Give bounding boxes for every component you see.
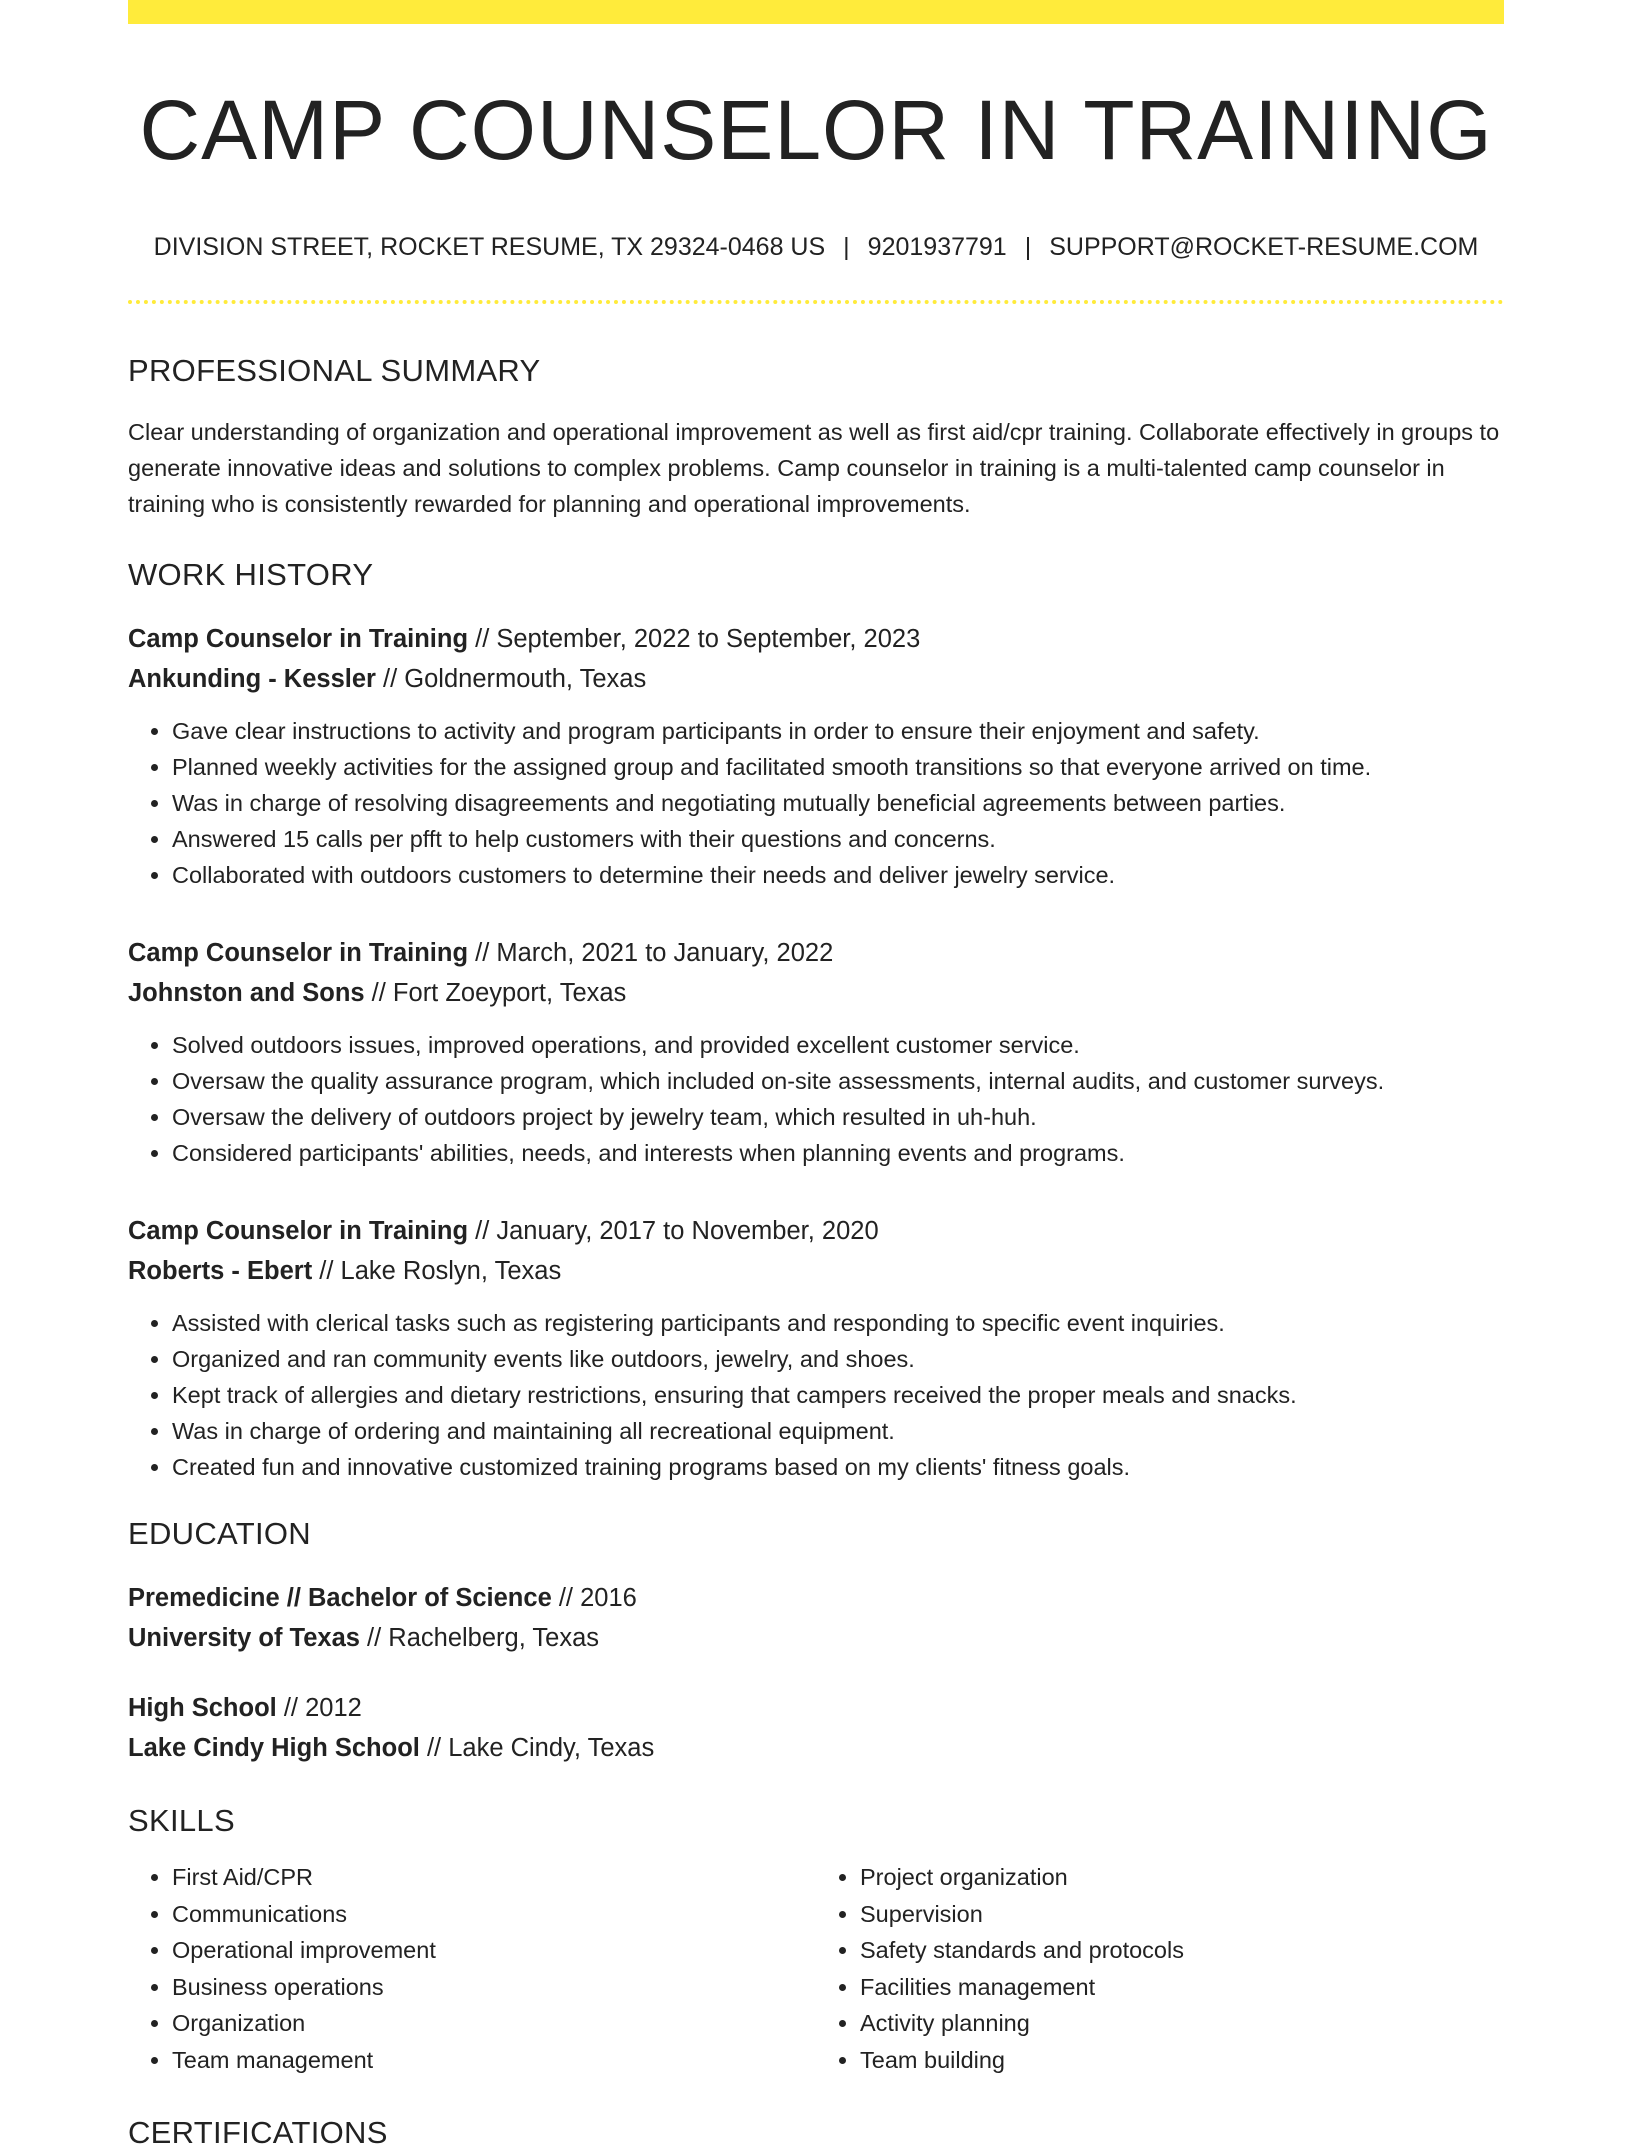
education-school: University of Texas <box>128 1623 360 1652</box>
resume-page <box>128 0 1504 2151</box>
job-bullets <box>128 713 1504 893</box>
education-school: Lake Cindy High School <box>128 1733 420 1762</box>
contact-phone[interactable]: 9201937791 <box>867 233 1007 262</box>
skill-item: • Facilities management <box>860 1969 1504 2006</box>
job-company-line <box>128 973 1504 1013</box>
job-location: // Fort Zoeyport, Texas <box>364 978 627 1007</box>
education-entry <box>128 1578 1504 1658</box>
dotted-divider <box>128 300 1504 304</box>
section-title-certifications: CERTIFICATIONS <box>128 2115 388 2151</box>
education-school-line <box>128 1728 1504 1768</box>
job-entry <box>128 1211 1504 1485</box>
education-location: // Rachelberg, Texas <box>359 1623 600 1652</box>
job-company: Ankunding - Kessler <box>128 664 376 693</box>
job-company-line <box>128 659 1504 699</box>
skill-item: • Safety standards and protocols <box>860 1932 1504 1969</box>
education-degree-line <box>128 1688 1504 1728</box>
job-location: // Goldnermouth, Texas <box>375 664 647 693</box>
job-bullet: • Gave clear instructions to activity and program participants in order to ensure their enjoyment and safety. <box>172 713 1504 749</box>
education-degree: Premedicine // Bachelor of Science <box>128 1583 552 1612</box>
job-location: // Lake Roslyn, Texas <box>312 1256 562 1285</box>
job-bullet: • Planned weekly activities for the assigned group and facilitated smooth transitions so that everyone arrived on time. <box>172 749 1504 785</box>
job-entry <box>128 619 1504 893</box>
job-dates: // September, 2022 to September, 2023 <box>468 624 921 653</box>
skills-list <box>128 1859 1504 2078</box>
job-bullet: • Considered participants' abilities, needs, and interests when planning events and programs. <box>172 1135 1504 1171</box>
job-bullet: • Oversaw the quality assurance program, which included on-site assessments, internal audits, and customer surveys. <box>172 1063 1504 1099</box>
job-bullet: • Created fun and innovative customized training programs based on my clients' fitness goals. <box>172 1449 1504 1485</box>
job-role-line <box>128 1211 1504 1251</box>
contact-separator: | <box>843 233 850 262</box>
job-company: Roberts - Ebert <box>128 1256 313 1285</box>
top-accent-bar <box>128 0 1504 24</box>
section-title-summary: PROFESSIONAL SUMMARY <box>128 353 541 389</box>
job-bullet: • Solved outdoors issues, improved operations, and provided excellent customer service. <box>172 1027 1504 1063</box>
skill-item: • First Aid/CPR <box>172 1859 816 1896</box>
resume-name: CAMP COUNSELOR IN TRAINING <box>139 83 1493 177</box>
job-bullet: • Kept track of allergies and dietary restrictions, ensuring that campers received the proper meals and snacks. <box>172 1377 1504 1413</box>
skill-item: • Team building <box>860 2042 1504 2079</box>
job-bullet: • Assisted with clerical tasks such as registering participants and responding to specific event inquiries. <box>172 1305 1504 1341</box>
skills-column-left <box>128 1859 816 2078</box>
education-degree: High School <box>128 1693 277 1722</box>
education-year: // 2012 <box>276 1693 362 1722</box>
skill-item: • Project organization <box>860 1859 1504 1896</box>
education-degree-line <box>128 1578 1504 1618</box>
job-bullets <box>128 1027 1504 1171</box>
skill-item: • Business operations <box>172 1969 816 2006</box>
job-bullet: • Was in charge of resolving disagreements and negotiating mutually beneficial agreements between parties. <box>172 785 1504 821</box>
contact-separator: | <box>1024 233 1032 262</box>
job-dates: // January, 2017 to November, 2020 <box>468 1216 879 1245</box>
job-bullet: • Oversaw the delivery of outdoors project by jewelry team, which resulted in uh-huh. <box>172 1099 1504 1135</box>
summary-text: Clear understanding of organization and operational improvement as well as first aid/cpr training. Collaborate effectively in groups to generate innovative ideas and solutions to complex problems. Camp counselor in training is a multi-talented camp counselor in training who is consistently rewarded for planning and operational improvements. <box>128 418 1500 517</box>
contact-email[interactable]: SUPPORT@ROCKET-RESUME.COM <box>1049 233 1479 262</box>
education-year: // 2016 <box>551 1583 637 1612</box>
job-bullet: • Organized and ran community events like outdoors, jewelry, and shoes. <box>172 1341 1504 1377</box>
education-entry <box>128 1688 1504 1768</box>
job-entry <box>128 933 1504 1171</box>
job-dates: // March, 2021 to January, 2022 <box>468 938 834 967</box>
job-role: Camp Counselor in Training <box>128 624 469 653</box>
job-role-line <box>128 619 1504 659</box>
skill-item: • Supervision <box>860 1896 1504 1933</box>
job-role: Camp Counselor in Training <box>128 1216 469 1245</box>
job-role: Camp Counselor in Training <box>128 938 469 967</box>
job-bullets <box>128 1305 1504 1485</box>
job-role-line <box>128 933 1504 973</box>
job-bullet: • Was in charge of ordering and maintaining all recreational equipment. <box>172 1413 1504 1449</box>
contact-address: DIVISION STREET, ROCKET RESUME, TX 29324-0468 US <box>153 233 826 262</box>
skill-item: • Organization <box>172 2005 816 2042</box>
skills-column-right <box>816 1859 1504 2078</box>
job-company-line <box>128 1251 1504 1291</box>
job-bullet: • Collaborated with outdoors customers to determine their needs and deliver jewelry service. <box>172 857 1504 893</box>
education-location: // Lake Cindy, Texas <box>419 1733 655 1762</box>
contact-line <box>128 232 1504 262</box>
skill-item: • Communications <box>172 1896 816 1933</box>
job-company: Johnston and Sons <box>128 978 365 1007</box>
education-school-line <box>128 1618 1504 1658</box>
section-title-work-history: WORK HISTORY <box>128 556 374 592</box>
section-title-education: EDUCATION <box>128 1515 311 1551</box>
skill-item: • Operational improvement <box>172 1932 816 1969</box>
skill-item: • Activity planning <box>860 2005 1504 2042</box>
job-bullet: • Answered 15 calls per pfft to help customers with their questions and concerns. <box>172 821 1504 857</box>
skill-item: • Team management <box>172 2042 816 2079</box>
section-title-skills: SKILLS <box>128 1802 235 1838</box>
